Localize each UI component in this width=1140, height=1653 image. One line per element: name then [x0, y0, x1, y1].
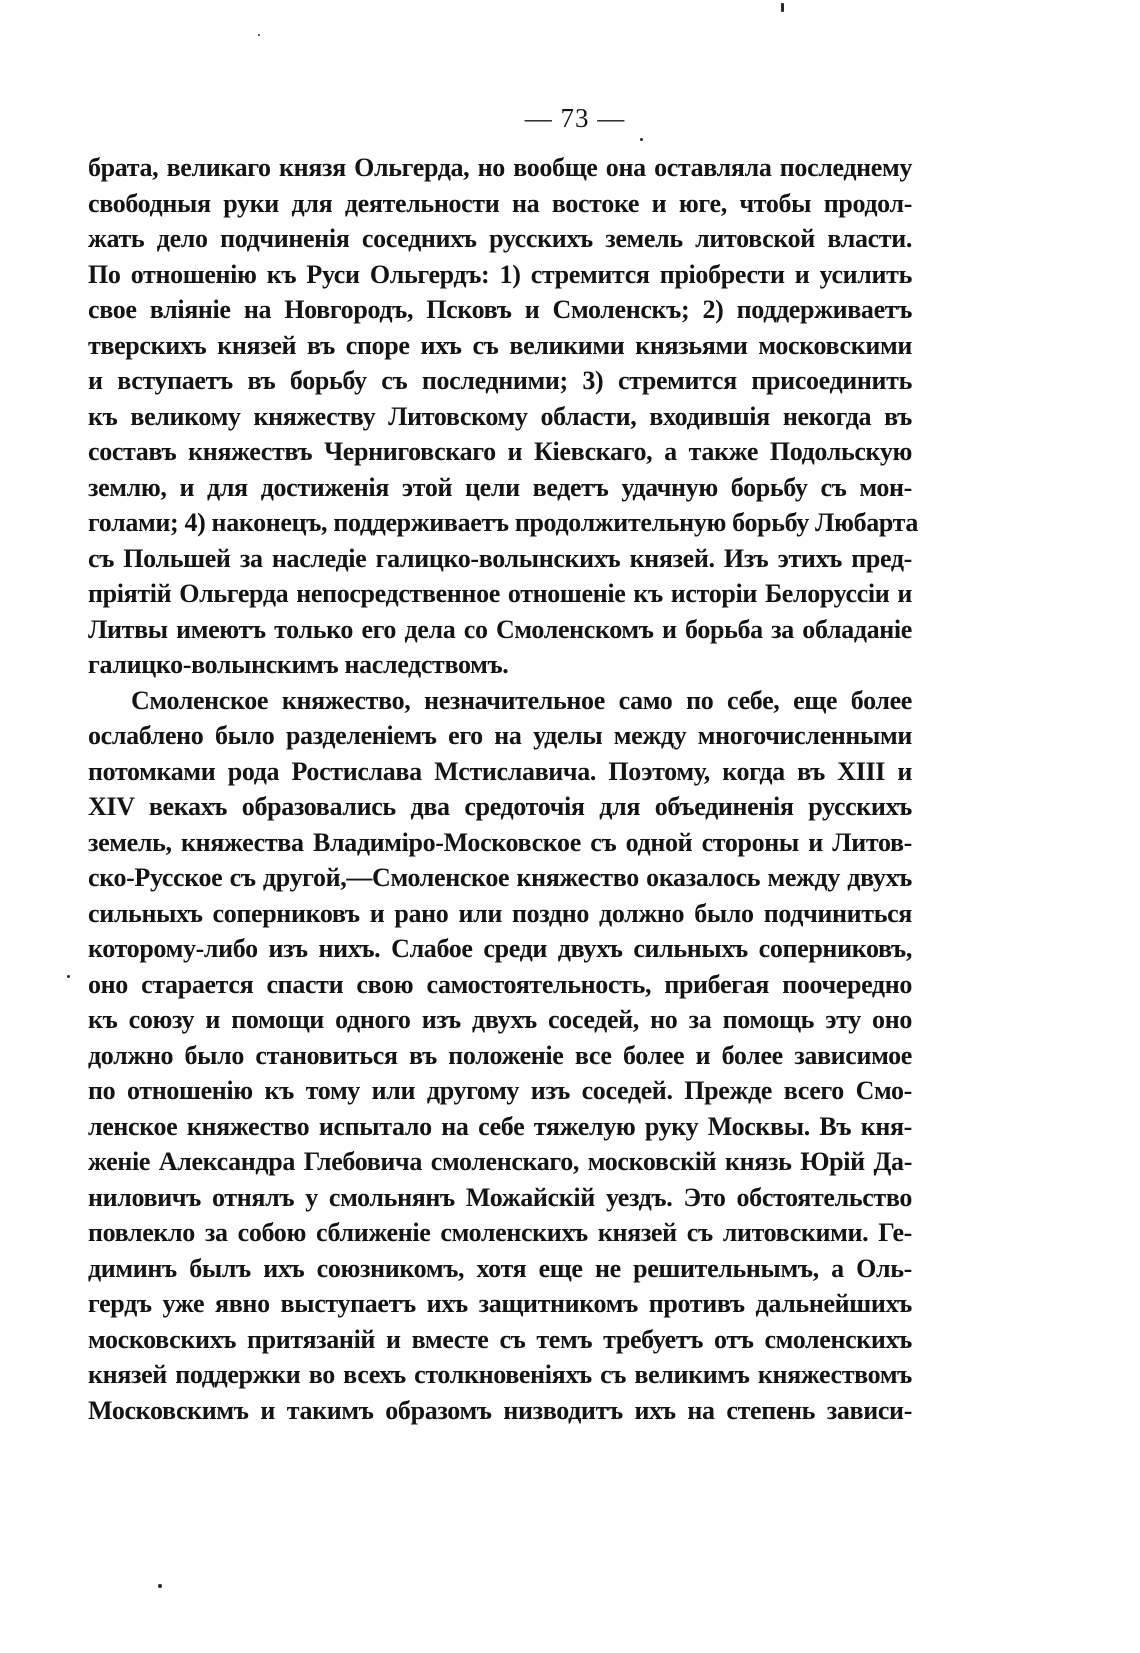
text-line: должно было становиться въ положеніе все более и более зависимое	[88, 1040, 912, 1070]
text-line: которому-либо изъ нихъ. Слабое среди двухъ сильныхъ соперниковъ,	[88, 934, 912, 963]
text-line: ленское княжество испытало на себе тяжелую руку Москвы. Въ кня-	[88, 1111, 912, 1141]
text-line: московскихъ притязаній и вместе съ темъ требуетъ отъ смоленскихъ	[88, 1324, 912, 1354]
text-line: гердъ уже явно выступаетъ ихъ защитникомъ противъ дальнейшихъ	[88, 1289, 912, 1318]
text-line: Литвы имеютъ только его дела со Смоленскомъ и борьба за обладаніе	[88, 614, 912, 644]
text-line: брата, великаго князя Ольгерда, но вообще она оставляла последнему	[88, 153, 912, 182]
text-line: князей поддержки во всехъ столкновеніяхъ съ великимъ княжествомъ	[88, 1360, 912, 1389]
text-line: галицко-волынскимъ наследствомъ.	[88, 650, 509, 679]
scan-speck	[67, 975, 70, 978]
text-line: XIV векахъ образовались два средоточія для объединенія русскихъ	[88, 792, 912, 821]
body-text	[88, 150, 919, 1428]
text-line: сильныхъ соперниковъ и рано или поздно должно было подчиниться	[88, 898, 912, 928]
scan-speck	[158, 1584, 162, 1588]
text-line: къ союзу и помощи одного изъ двухъ соседей, но за помощь эту оно	[88, 1005, 912, 1034]
text-line: Смоленское княжество, незначительное само по себе, еще более	[131, 685, 912, 715]
text-line: голами; 4) наконецъ, поддерживаетъ продолжительную борьбу Любарта	[88, 508, 919, 537]
scan-speck	[640, 138, 643, 141]
text-line: повлекло за собою сближеніе смоленскихъ князей съ литовскими. Ге-	[88, 1218, 912, 1247]
text-line: земель, княжества Владиміро-Московское съ одной стороны и Литов-	[88, 827, 912, 857]
text-line: Московскимъ и такимъ образомъ низводитъ ихъ на степень зависи-	[88, 1395, 912, 1425]
text-line: землю, и для достиженія этой цели ведетъ удачную борьбу съ мон-	[88, 472, 912, 502]
text-line: по отношенію къ тому или другому изъ соседей. Прежде всего Смо-	[88, 1076, 912, 1105]
text-line: съ Польшей за наследіе галицко-волынскихъ князей. Изъ этихъ пред-	[88, 543, 912, 573]
text-line: пріятій Ольгерда непосредственное отношеніе къ исторіи Белоруссіи и	[88, 579, 912, 608]
text-line: женіе Александра Глебовича смоленскаго, московскій князь Юрій Да-	[88, 1147, 912, 1176]
text-line: ско-Русское съ другой,—Смоленское княжество оказалось между двухъ	[88, 863, 912, 892]
text-line: свое вліяніе на Новгородъ, Псковъ и Смоленскъ; 2) поддерживаетъ	[88, 295, 912, 324]
text-line: ослаблено было разделеніемъ его на уделы между многочисленными	[88, 721, 912, 750]
text-line: жать дело подчиненія соседнихъ русскихъ земель литовской власти.	[88, 224, 912, 253]
text-line: тверскихъ князей въ споре ихъ съ великими князьями московскими	[88, 330, 912, 360]
text-line: свободныя руки для деятельности на востоке и юге, чтобы продол-	[88, 188, 912, 218]
text-line: къ великому княжеству Литовскому области, входившія некогда въ	[88, 401, 912, 431]
page-number: — 73 —	[524, 103, 626, 133]
text-line: потомками рода Ростислава Мстиславича. Поэтому, когда въ XIII и	[88, 756, 912, 786]
text-line: составъ княжествъ Черниговскаго и Кіевскаго, а также Подольскую	[88, 437, 912, 466]
scan-speck	[258, 34, 260, 36]
scan-speck	[781, 3, 784, 12]
text-line: ниловичъ отнялъ у смольнянъ Можайскій уездъ. Это обстоятельство	[88, 1182, 912, 1212]
text-line: и вступаетъ въ борьбу съ последними; 3) стремится присоединить	[88, 366, 912, 395]
text-line: диминъ былъ ихъ союзникомъ, хотя еще не решительнымъ, а Оль-	[88, 1253, 912, 1283]
text-line: По отношенію къ Руси Ольгердъ: 1) стремится пріобрести и усилить	[88, 259, 912, 289]
text-line: оно старается спасти свою самостоятельность, прибегая поочередно	[88, 969, 912, 999]
